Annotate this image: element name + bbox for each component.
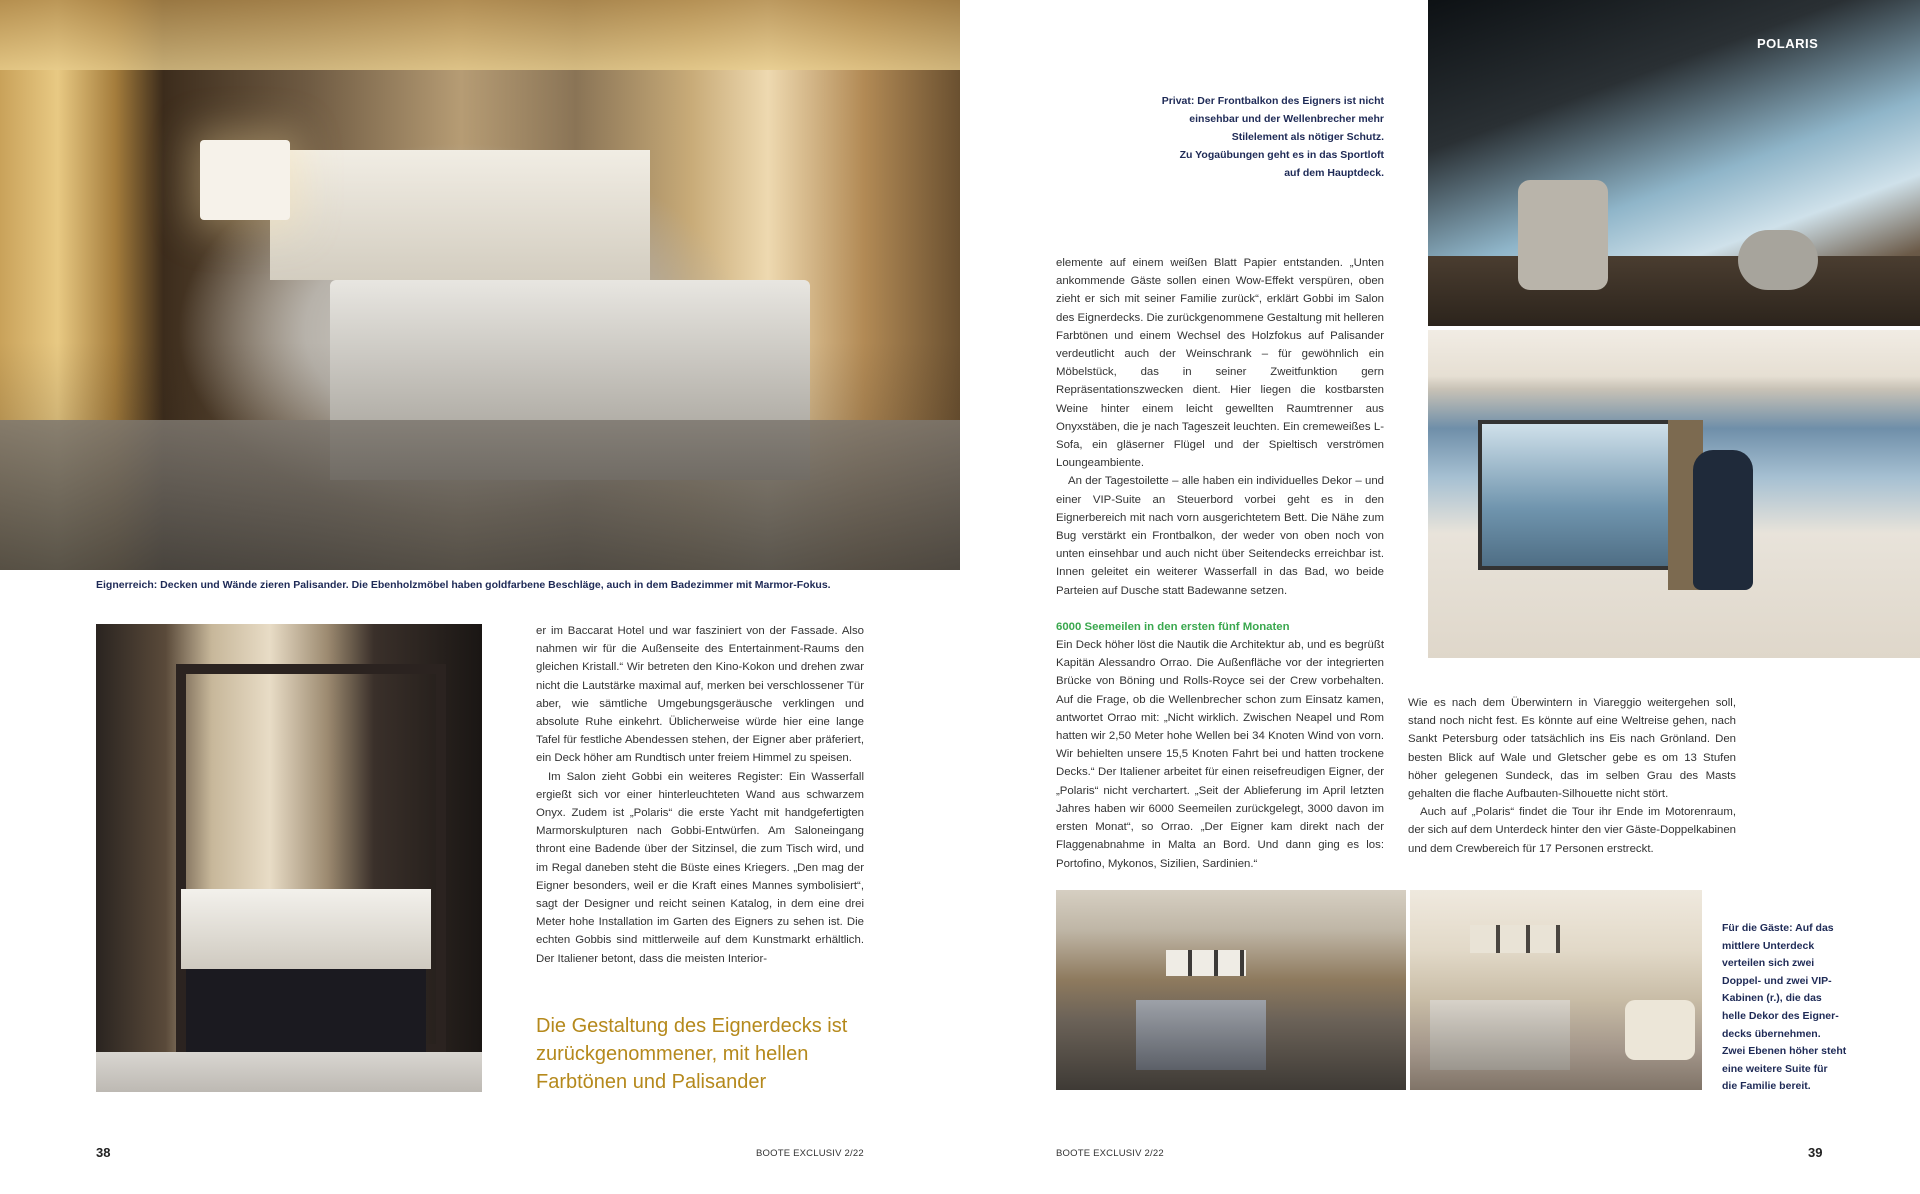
right-column-2-text [1408, 694, 1736, 858]
paragraph: Wie es nach dem Überwintern in Viareggio weitergehen soll, stand noch nicht fest. Es könnte auf eine Weltreise gehen, nach Sankt Petersburg oder tatsächlich ins Eis nach Grönland. Den besten Blick auf Wale und Gletscher gebe es om 13 Stufen höher gelegenen Sundeck, das im selben Grau des Masts gehalten die flache Aufbauten-Silhouette nicht stört. [1408, 697, 1736, 801]
footer-right: BOOTE EXCLUSIV 2/22 [1056, 1148, 1164, 1159]
paragraph: Im Salon zieht Gobbi ein weiteres Register: Ein Wasserfall ergießt sich vor einer hinterleuchteten Wand aus schwarzem Onyx. Zudem ist „Polaris“ die erste Yacht mit handgefertigten Marmorskulpturen nach Gobbi-Entwürfen. Am Saloneingang thront eine Badende über der Sitzinsel, die zum Tisch wird, und im Regal daneben steht die Büste eines Kriegers. „Den mag der Eigner besonders, weil er die Kraft eines Mannes symbolisiert“, sagt der Designer und reicht seinen Katalog, in dem eine drei Meter hohe Installation im Garten des Eigners zu sehen ist. Die echten Gobbis sind mittlerweile auf dem Kunstmarkt erhältlich. Der Italiener betont, dass die meisten Interior- [536, 770, 864, 965]
caption-line: eine weitere Suite für [1722, 1062, 1828, 1075]
paragraph: elemente auf einem weißen Blatt Papier entstanden. „Unten ankommende Gäste sollen einen Wow-Effekt verspüren, oben zieht er sich mit seiner Familie zurück“, erklärt Gobbi im Salon des Eignerdecks. Die zurückgenommene Gestaltung mit helleren Farbtönen und einem Wechsel des Holzfokus auf Palisander verdeutlicht auch der Weinschrank – für gewöhnlich ein Möbelstück, das in seiner Zweitfunktion gern Repräsentationszwecken dient. Hier liegen die kostbarsten Weine hinter einem leicht gewellten Raumtrenner aus Onyxstäben, die je nach Tageszeit leuchten. Ein cremeweißes L-Sofa, ein gläserner Flügel und der Spieltisch verströmen Loungeambiente. [1056, 257, 1384, 470]
caption-line: Zwei Ebenen höher steht [1722, 1045, 1847, 1058]
caption-line: decks übernehmen. [1722, 1027, 1821, 1040]
right-column-1-text [1056, 254, 1384, 873]
subheading: 6000 Seemeilen in den ersten fünf Monaten [1056, 620, 1290, 633]
paragraph: An der Tagestoilette – alle haben ein individuelles Dekor – und einer VIP-Suite an Steuerbord vorbei geht es in den Eignerbereich mit nach vorn ausgerichtetem Bett. Die Nähe zum Bug verstärkt ein Frontbalkon, der weder von oben noch von unten einsehbar und auch nicht über Seitendecks erreichbar ist. Innen geleitet ein weiterer Wasserfall in das Bad, wo beide Parteien auf Dusche statt Badewanne setzen. [1056, 475, 1384, 597]
caption-line: Privat: Der Frontbalkon des Eigners ist nicht [1161, 95, 1384, 107]
paragraph: Ein Deck höher löst die Nautik die Architektur ab, und es begrüßt Kapitän Alessandro Orrao. Die Außenfläche vor der integrierten Brücke von Böning und Rolls-Royce sei der Crew vorbehalten. Auf die Frage, ob die Wellenbrecher schon zum Einsatz kamen, antwortet Orrao mit: „Nicht wirklich. Zwischen Neapel und Rom hatten wir 2,50 Meter hohe Wellen bei 34 Knoten Wind von vorn. Wir behielten unsere 15,5 Knoten Fahrt bei und hatten trockene Decks.“ Der Italiener arbeitet für einen reisefreudigen Eigner, der „Polaris“ nicht verchartert. „Seit der Ablieferung im April letzten Jahres haben wir 6000 Seemeilen zurückgelegt, 3000 davon im ersten Monat“, so Orrao. „Der Eigner kam direkt nach der Flaggenabnahme in Malta an Bord. Und dann ging es los: Portofino, Mykonos, Sizilien, Sardinien.“ [1056, 639, 1384, 870]
footer-left: BOOTE EXCLUSIV 2/22 [756, 1148, 864, 1159]
vip-cabin-photo [1410, 890, 1702, 1090]
caption-line: Kabinen (r.), die das [1722, 992, 1822, 1005]
balcony-caption [1100, 92, 1384, 182]
caption-line: einsehbar und der Wellenbrecher mehr [1189, 113, 1384, 125]
bedroom-caption: Eignerreich: Decken und Wände zieren Palisander. Die Ebenholzmöbel haben goldfarbene Beschläge, auch in dem Badezimmer mit Marmor-Fokus. [96, 579, 831, 591]
caption-line: helle Dekor des Eigner- [1722, 1009, 1839, 1022]
page-number-left: 38 [96, 1145, 111, 1160]
sport-loft-photo [1428, 330, 1920, 658]
paragraph: Auch auf „Polaris“ findet die Tour ihr Ende im Motorenraum, der sich auf dem Unterdeck hinter den vier Gäste-Doppelkabinen und dem Crewbereich für 17 Personen erstreckt. [1408, 806, 1736, 855]
caption-line: die Familie bereit. [1722, 1080, 1811, 1093]
page-number-right: 39 [1808, 1145, 1823, 1160]
left-column-text [536, 622, 864, 968]
front-balcony-photo [1428, 0, 1920, 326]
owner-bedroom-photo [0, 0, 960, 570]
caption-line: Stilelement als nötiger Schutz. [1231, 131, 1384, 143]
pull-quote: Die Gestaltung des Eignerdecks ist zurückgenommener, mit hellen Farbtönen und Palisander [536, 1015, 848, 1093]
caption-line: Zu Yogaübungen geht es in das Sportloft [1179, 149, 1384, 161]
caption-line: verteilen sich zwei [1722, 957, 1815, 970]
caption-line: auf dem Hauptdeck. [1284, 167, 1384, 179]
brand-label: POLARIS [1757, 36, 1819, 51]
bathroom-photo [96, 624, 482, 1092]
paragraph: er im Baccarat Hotel und war fasziniert von der Fassade. Also nahmen wir für die Außenseite des Entertainment-Raums den gleichen Kristall.“ Wir betreten den Kino-Kokon und drehen zwar nicht die Lautstärke maximal auf, merken bei verschlossener Tür aber, wie sämtliche Umgebungsgeräusche verklingen und absolute Ruhe einkehrt. Üblicherweise würde hier eine lange Tafel für festliche Abendessen stehen, der Eigner aber präferiert, ein Deck höher am Rundtisch unter freiem Himmel zu speisen. [536, 625, 864, 765]
double-cabin-photo [1056, 890, 1406, 1090]
caption-line: mittlere Unterdeck [1722, 939, 1815, 952]
cabins-caption [1722, 920, 1912, 1096]
caption-line: Doppel- und zwei VIP- [1722, 974, 1832, 987]
caption-line: Für die Gäste: Auf das [1722, 922, 1834, 934]
